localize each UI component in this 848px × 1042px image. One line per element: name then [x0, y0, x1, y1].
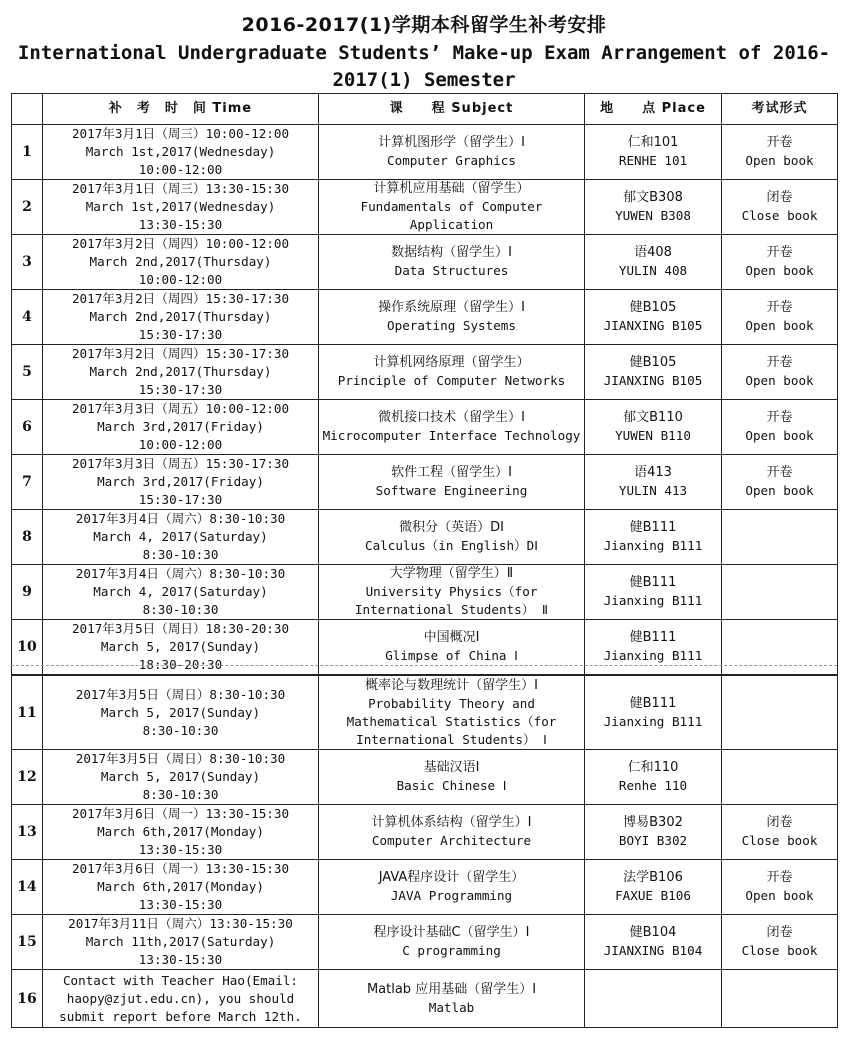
row-number: 13 [12, 805, 43, 860]
time-english: March 1st,2017(Wednesday) [85, 144, 276, 159]
place-chinese: 健B111 [629, 695, 677, 711]
subject-english: Computer Graphics [387, 153, 516, 168]
time-chinese: 2017年3月1日（周三）13:30-15:30 [71, 181, 290, 196]
time-cell [43, 750, 319, 805]
exam-form-chinese: 闭卷 [766, 815, 793, 830]
exam-form-english: Open book [745, 373, 814, 388]
row-number: 16 [12, 970, 43, 1028]
header-exam-form: 考试形式 [722, 94, 838, 125]
subject-cell [319, 345, 585, 400]
subject-chinese: 操作系统原理（留学生）Ⅰ [378, 300, 525, 315]
time-range: 13:30-15:30 [138, 842, 223, 857]
exam-form-english: Close book [741, 208, 818, 223]
place-english: JIANXING B104 [603, 943, 703, 958]
place-chinese: 博易B302 [623, 815, 683, 830]
exam-form-cell [722, 235, 838, 290]
time-chinese: 2017年3月6日（周一）13:30-15:30 [71, 806, 290, 821]
time-cell [43, 805, 319, 860]
exam-form-cell [722, 915, 838, 970]
row-number: 12 [12, 750, 43, 805]
place-cell [585, 565, 722, 620]
exam-form-cell [722, 860, 838, 915]
exam-form-chinese: 开卷 [766, 245, 793, 260]
header-time: 补 考 时 间 Time [43, 94, 319, 125]
place-chinese: 健B105 [629, 300, 677, 315]
subject-english: Glimpse of China Ⅰ [385, 648, 518, 663]
time-chinese: 2017年3月5日（周日）18:30-20:30 [71, 621, 290, 636]
place-cell [585, 750, 722, 805]
exam-form-chinese: 开卷 [766, 410, 793, 425]
row-number: 2 [12, 180, 43, 235]
table-row [12, 860, 838, 915]
time-chinese: 2017年3月3日（周五）15:30-17:30 [71, 456, 290, 471]
time-range: 10:00-12:00 [138, 437, 223, 452]
place-cell [585, 125, 722, 180]
time-chinese: 2017年3月2日（周四）15:30-17:30 [71, 346, 290, 361]
table-row [12, 620, 838, 675]
time-chinese: 2017年3月5日（周日）8:30-10:30 [75, 751, 286, 766]
row-number: 15 [12, 915, 43, 970]
time-chinese: 2017年3月4日（周六）8:30-10:30 [75, 511, 286, 526]
time-chinese: 2017年3月3日（周五）10:00-12:00 [71, 401, 290, 416]
subject-cell [319, 970, 585, 1028]
subject-chinese: JAVA程序设计（留学生） [378, 870, 525, 885]
exam-form-cell [722, 290, 838, 345]
time-range: 15:30-17:30 [138, 492, 223, 507]
time-english: March 2nd,2017(Thursday) [89, 364, 272, 379]
subject-english: Fundamentals of Computer Application [360, 199, 543, 232]
subject-english: Matlab [428, 999, 475, 1015]
subject-english: Software Engineering [375, 483, 528, 498]
place-english: BOYI B302 [618, 833, 688, 848]
subject-english: Data Structures [394, 263, 509, 278]
exam-form-cell [722, 345, 838, 400]
subject-chinese: 基础汉语Ⅰ [423, 760, 480, 775]
subject-english: C programming [402, 943, 501, 958]
exam-form-english: Open book [745, 888, 814, 903]
exam-form-chinese: 开卷 [766, 870, 793, 885]
place-english: JIANXING B105 [603, 318, 703, 333]
place-cell [585, 620, 722, 675]
time-chinese: 2017年3月1日（周三）10:00-12:00 [71, 126, 290, 141]
subject-chinese: 计算机网络原理（留学生） [373, 355, 530, 370]
table-row [12, 676, 838, 750]
table-row [12, 125, 838, 180]
time-english: March 4, 2017(Saturday) [93, 529, 268, 544]
row-number: 10 [12, 620, 43, 675]
exam-form-cell [722, 400, 838, 455]
exam-form-english: Open book [745, 428, 814, 443]
table-row [12, 290, 838, 345]
exam-form-cell [722, 750, 838, 805]
time-range: 13:30-15:30 [138, 217, 223, 232]
subject-chinese: 计算机体系结构（留学生）Ⅰ [371, 815, 532, 830]
time-cell [43, 860, 319, 915]
subject-cell [319, 805, 585, 860]
time-cell [43, 676, 319, 750]
time-range: 18:30-20:30 [138, 657, 223, 672]
exam-form-english: Close book [741, 943, 818, 958]
subject-cell [319, 676, 585, 750]
table-row [12, 510, 838, 565]
table-row [12, 805, 838, 860]
time-cell [43, 565, 319, 620]
subject-english: Calculus（in English）DⅠ [365, 538, 538, 553]
table-row [12, 180, 838, 235]
place-chinese: 健B111 [629, 520, 677, 535]
row-number: 3 [12, 235, 43, 290]
page-title-chinese: 2016-2017(1)学期本科留学生补考安排 [241, 14, 607, 36]
time-range: 15:30-17:30 [138, 382, 223, 397]
table-row [12, 235, 838, 290]
time-cell [43, 345, 319, 400]
place-chinese: 郁文B110 [623, 410, 683, 425]
place-chinese: 健B105 [629, 355, 677, 370]
time-cell [43, 235, 319, 290]
header-number [12, 94, 43, 125]
subject-cell [319, 455, 585, 510]
time-range: 8:30-10:30 [142, 722, 219, 738]
place-english: YULIN 408 [618, 263, 688, 278]
row-number: 9 [12, 565, 43, 620]
time-english: March 4, 2017(Saturday) [93, 584, 268, 599]
place-chinese: 健B111 [629, 575, 677, 590]
subject-english: JAVA Programming [390, 888, 513, 903]
place-cell [585, 510, 722, 565]
table-row [12, 750, 838, 805]
place-cell [585, 455, 722, 510]
subject-cell [319, 125, 585, 180]
time-english: March 2nd,2017(Thursday) [89, 309, 272, 324]
exam-form-chinese: 闭卷 [766, 925, 793, 940]
exam-form-english: Open book [745, 153, 814, 168]
time-cell [43, 970, 319, 1028]
time-english: March 2nd,2017(Thursday) [89, 254, 272, 269]
exam-form-english: Open book [745, 483, 814, 498]
time-english: March 3rd,2017(Friday) [97, 419, 264, 434]
exam-form-chinese: 开卷 [766, 135, 793, 150]
time-cell [43, 180, 319, 235]
time-english: March 11th,2017(Saturday) [85, 934, 276, 949]
time-cell [43, 915, 319, 970]
exam-form-cell [722, 125, 838, 180]
subject-chinese: 中国概况Ⅰ [423, 630, 480, 645]
exam-form-chinese: 开卷 [766, 355, 793, 370]
row-number: 4 [12, 290, 43, 345]
row-number: 1 [12, 125, 43, 180]
place-chinese: 健B104 [629, 925, 677, 940]
subject-chinese: Matlab 应用基础（留学生）Ⅰ [366, 981, 537, 997]
place-cell [585, 970, 722, 1028]
schedule-table-part-2 [11, 675, 838, 1028]
row-number: 14 [12, 860, 43, 915]
header-subject: 课 程 Subject [319, 94, 585, 125]
time-note: Contact with Teacher Hao(Email: haopy@zjut.edu.cn), you should submit report before March 12th. [59, 972, 302, 1024]
place-chinese: 仁和110 [627, 760, 679, 775]
place-english: Renhe 110 [618, 778, 688, 793]
subject-cell [319, 290, 585, 345]
place-cell [585, 676, 722, 750]
time-chinese: 2017年3月2日（周四）10:00-12:00 [71, 236, 290, 251]
subject-cell [319, 180, 585, 235]
place-cell [585, 915, 722, 970]
exam-form-english: Open book [745, 263, 814, 278]
time-cell [43, 455, 319, 510]
row-number: 8 [12, 510, 43, 565]
time-range: 10:00-12:00 [138, 162, 223, 177]
place-chinese: 健B111 [629, 630, 677, 645]
time-range: 8:30-10:30 [142, 602, 219, 617]
subject-english: Principle of Computer Networks [337, 373, 566, 388]
place-english: YUWEN B308 [615, 208, 691, 223]
place-english: Jianxing B111 [603, 538, 703, 553]
time-cell [43, 125, 319, 180]
time-cell [43, 510, 319, 565]
place-chinese: 法学B106 [623, 870, 683, 885]
place-english: RENHE 101 [618, 153, 688, 168]
place-english: JIANXING B105 [603, 373, 703, 388]
exam-form-english: Close book [741, 833, 818, 848]
time-range: 13:30-15:30 [138, 897, 223, 912]
time-chinese: 2017年3月11日（周六）13:30-15:30 [68, 916, 293, 931]
row-number: 11 [12, 676, 43, 750]
subject-chinese: 微积分（英语）DⅠ [399, 520, 504, 535]
time-cell [43, 400, 319, 455]
table-row [12, 565, 838, 620]
page-break-divider [11, 665, 837, 666]
subject-english: Operating Systems [387, 318, 516, 333]
place-cell [585, 180, 722, 235]
place-cell [585, 805, 722, 860]
subject-chinese: 计算机图形学（留学生）Ⅰ [378, 135, 525, 150]
place-english: YUWEN B110 [615, 428, 691, 443]
table-row [12, 400, 838, 455]
exam-form-chinese: 闭卷 [766, 190, 793, 205]
row-number: 7 [12, 455, 43, 510]
time-english: March 3rd,2017(Friday) [97, 474, 264, 489]
time-chinese: 2017年3月5日（周日）8:30-10:30 [75, 686, 286, 702]
row-number: 6 [12, 400, 43, 455]
exam-form-cell [722, 676, 838, 750]
table-row [12, 455, 838, 510]
subject-english: Probability Theory and Mathematical Statistics（for International Students） Ⅰ [346, 695, 557, 747]
place-cell [585, 290, 722, 345]
time-english: March 1st,2017(Wednesday) [85, 199, 276, 214]
subject-english: Microcomputer Interface Technology [322, 428, 581, 443]
subject-chinese: 数据结构（留学生）Ⅰ [391, 245, 512, 260]
subject-chinese: 微机接口技术（留学生）Ⅰ [378, 410, 525, 425]
time-english: March 5, 2017(Sunday) [100, 639, 261, 654]
subject-chinese: 概率论与数理统计（留学生）Ⅰ [365, 677, 538, 693]
place-english: YULIN 413 [618, 483, 688, 498]
place-cell [585, 345, 722, 400]
table-row [12, 345, 838, 400]
place-english: FAXUE B106 [615, 888, 691, 903]
exam-form-cell [722, 970, 838, 1028]
time-range: 10:00-12:00 [138, 272, 223, 287]
time-range: 15:30-17:30 [138, 327, 223, 342]
page-title-english: International Undergraduate Students’ Make-up Exam Arrangement of 2016-2017(1) Semester [17, 42, 831, 91]
subject-cell [319, 750, 585, 805]
subject-chinese: 计算机应用基础（留学生） [373, 181, 530, 196]
subject-cell [319, 510, 585, 565]
subject-chinese: 软件工程（留学生）Ⅰ [391, 465, 512, 480]
time-range: 8:30-10:30 [142, 547, 219, 562]
place-english: Jianxing B111 [603, 648, 703, 663]
place-cell [585, 235, 722, 290]
table-header-row [12, 94, 838, 125]
time-english: March 6th,2017(Monday) [97, 879, 264, 894]
place-chinese: 仁和101 [627, 135, 679, 150]
row-number: 5 [12, 345, 43, 400]
exam-form-cell [722, 565, 838, 620]
time-english: March 5, 2017(Sunday) [100, 704, 261, 720]
subject-english: Basic Chinese Ⅰ [396, 778, 507, 793]
time-range: 8:30-10:30 [142, 787, 219, 802]
place-chinese: 郁文B308 [623, 190, 683, 205]
subject-chinese: 程序设计基础C（留学生）Ⅰ [373, 925, 530, 940]
time-chinese: 2017年3月6日（周一）13:30-15:30 [71, 861, 290, 876]
subject-cell [319, 235, 585, 290]
time-english: March 6th,2017(Monday) [97, 824, 264, 839]
exam-form-chinese: 开卷 [766, 300, 793, 315]
table-row [12, 970, 838, 1028]
exam-form-chinese: 开卷 [766, 465, 793, 480]
exam-form-english: Open book [745, 318, 814, 333]
place-chinese: 语408 [634, 245, 672, 260]
time-cell [43, 290, 319, 345]
header-place: 地 点 Place [585, 94, 722, 125]
exam-form-cell [722, 455, 838, 510]
subject-english: Computer Architecture [371, 833, 532, 848]
place-cell [585, 400, 722, 455]
exam-form-cell [722, 510, 838, 565]
time-cell [43, 620, 319, 675]
exam-form-cell [722, 620, 838, 675]
table-row [12, 915, 838, 970]
place-cell [585, 860, 722, 915]
time-chinese: 2017年3月2日（周四）15:30-17:30 [71, 291, 290, 306]
subject-cell [319, 400, 585, 455]
time-chinese: 2017年3月4日（周六）8:30-10:30 [75, 566, 286, 581]
exam-form-cell [722, 805, 838, 860]
place-chinese: 语413 [634, 465, 672, 480]
exam-form-cell [722, 180, 838, 235]
subject-chinese: 大学物理（留学生）Ⅱ [389, 566, 514, 581]
time-range: 13:30-15:30 [138, 952, 223, 967]
place-english: Jianxing B111 [603, 713, 703, 729]
schedule-table-part-1 [11, 93, 838, 675]
time-english: March 5, 2017(Sunday) [100, 769, 261, 784]
subject-cell [319, 620, 585, 675]
subject-cell [319, 915, 585, 970]
place-english: Jianxing B111 [603, 593, 703, 608]
subject-english: University Physics（for International Students） Ⅱ [354, 584, 549, 617]
subject-cell [319, 565, 585, 620]
subject-cell [319, 860, 585, 915]
